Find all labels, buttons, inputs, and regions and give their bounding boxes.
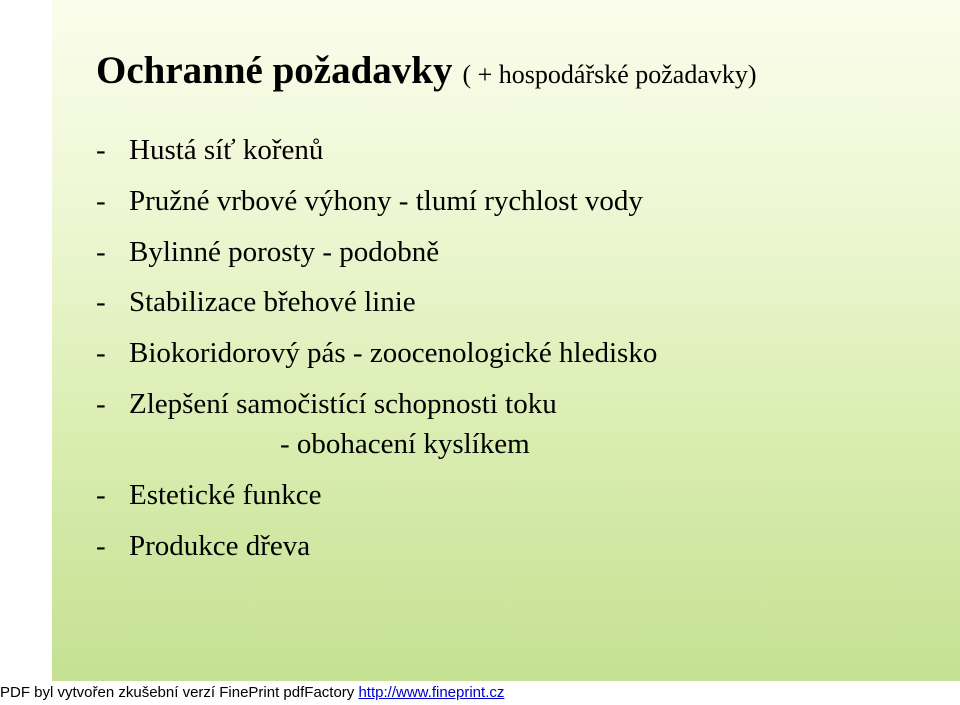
bullet-dash: - (96, 530, 106, 562)
list-item-text: Produkce dřeva (129, 530, 311, 562)
list-item-text: Pružné vrbové výhony - tlumí rychlost vody (129, 185, 643, 217)
list-item (96, 184, 643, 218)
list-item-text: Hustá síť kořenů (129, 134, 324, 166)
list-item-text: Zlepšení samočistící schopnosti toku (129, 388, 557, 420)
bullet-dash: - (96, 388, 106, 420)
slide-title (96, 48, 757, 93)
slide (52, 0, 960, 681)
footer-text: PDF byl vytvořen zkušební verzí FinePrint pdfFactory (0, 684, 355, 701)
title-main: Ochranné požadavky (96, 49, 453, 92)
bullet-dash: - (96, 337, 106, 369)
list-item-text: Biokoridorový pás - zoocenologické hledisko (129, 337, 658, 369)
bullet-dash: - (96, 185, 106, 217)
list-item (96, 387, 557, 421)
pdf-footer (0, 681, 960, 705)
list-item (96, 285, 416, 319)
list-item-text: Bylinné porosty - podobně (129, 236, 440, 268)
list-item (96, 336, 657, 370)
list-item (96, 478, 321, 512)
list-item-text: Estetické funkce (129, 479, 322, 511)
bullet-dash: - (96, 479, 106, 511)
bullet-dash: - (96, 286, 106, 318)
list-item (96, 235, 439, 269)
list-item-continuation: - obohacení kyslíkem (280, 428, 530, 460)
bullet-dash: - (96, 236, 106, 268)
list-item (96, 529, 310, 563)
list-item (96, 133, 323, 167)
title-subtitle: ( + hospodářské požadavky) (462, 60, 757, 89)
list-item-text: Stabilizace břehové linie (129, 286, 416, 318)
bullet-dash: - (96, 134, 106, 166)
footer-link[interactable]: http://www.fineprint.cz (358, 684, 505, 701)
